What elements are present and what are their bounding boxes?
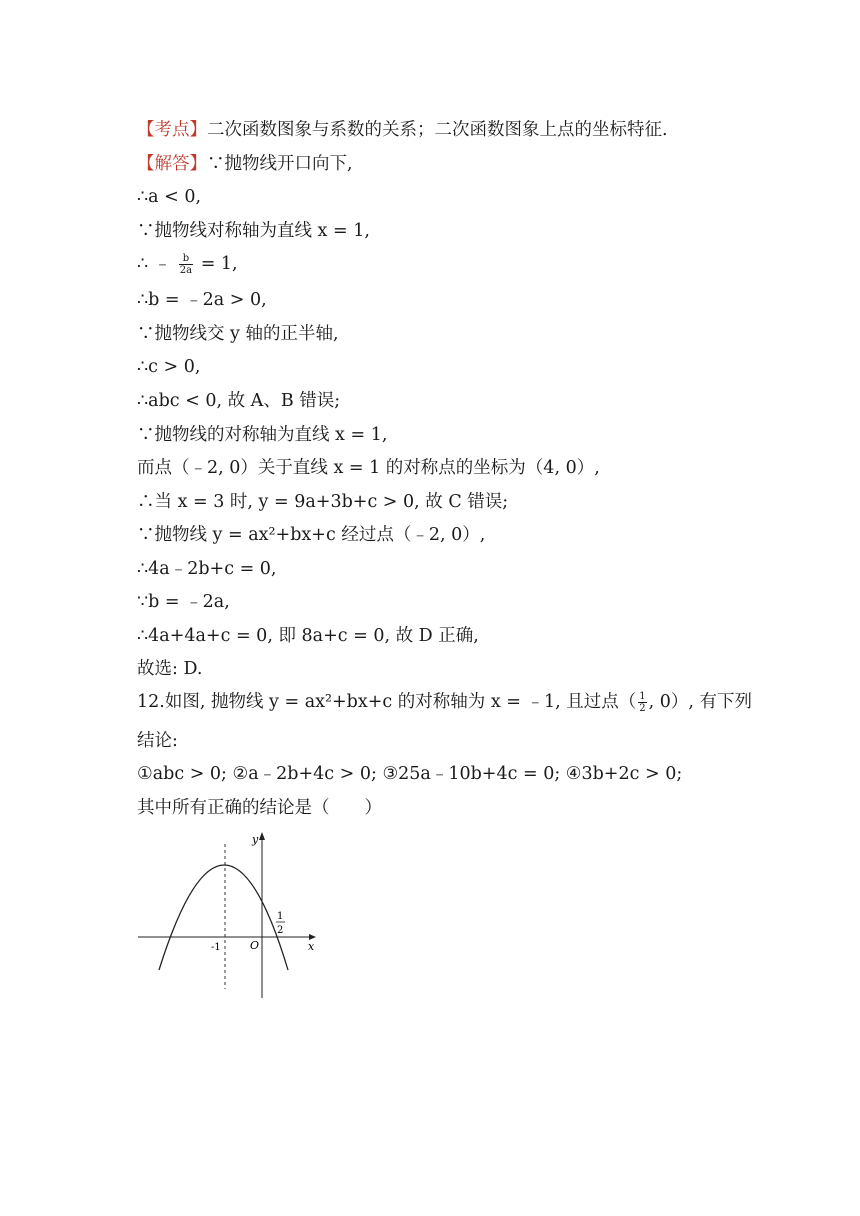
question-conclusions: ①abc > 0; ②a﹣2b+4c > 0; ③25a﹣10b+4c = 0; ④3b+2c > 0; — [137, 764, 683, 784]
solution-line: ∵抛物线对称轴为直线 x = 1, — [137, 221, 370, 241]
kaodian-line — [137, 118, 668, 142]
x-axis-label: x — [308, 940, 315, 953]
kaodian-tag: 【考点】 — [137, 120, 207, 140]
solution-line: ∴4a﹣2b+c = 0, — [137, 559, 277, 579]
solution-line: 故选: D. — [137, 659, 203, 679]
fraction-prefix: ∴ ﹣ — [137, 254, 172, 274]
solution-line: ∴4a+4a+c = 0, 即 8a+c = 0, 故 D 正确, — [137, 626, 479, 646]
origin-label: O — [250, 939, 260, 952]
fraction-suffix: = 1, — [200, 254, 238, 274]
question-prompt: 其中所有正确的结论是（ ） — [137, 798, 382, 818]
question-line — [137, 690, 752, 714]
question-fraction-numerator: 1 — [639, 691, 646, 702]
question-prefix: 12.如图, 抛物线 y = ax²+bx+c 的对称轴为 x = ﹣1, 且过点（ — [137, 692, 637, 712]
kaodian-text: 二次函数图象与系数的关系；二次函数图象上点的坐标特征. — [207, 120, 668, 140]
question-suffix: , 0）, 有下列 — [648, 692, 753, 712]
minus-one-label: -1 — [211, 942, 221, 953]
question-fraction-denominator: 2 — [639, 703, 646, 714]
solution-line: ∴b = ﹣2a > 0, — [137, 290, 267, 310]
solution-line: ∵抛物线 y = ax²+bx+c 经过点（﹣2, 0）, — [137, 525, 486, 545]
parabola-curve — [159, 865, 288, 970]
solution-line: ∴当 x = 3 时, y = 9a+3b+c > 0, 故 C 错误; — [137, 492, 509, 512]
half-numerator: 1 — [277, 911, 284, 922]
parabola-graph — [134, 826, 324, 1002]
solution-line: ∴abc < 0, 故 A、B 错误; — [137, 391, 341, 411]
jieda-tag: 【解答】 — [137, 154, 207, 174]
solution-line: ∵b = ﹣2a, — [137, 592, 230, 612]
solution-line: 而点（﹣2, 0）关于直线 x = 1 的对称点的坐标为（4, 0）, — [137, 458, 600, 478]
fraction-numerator: b — [179, 253, 193, 265]
y-axis-arrow-icon — [259, 832, 265, 840]
question-line: 结论: — [137, 731, 178, 751]
solution-line: ∵抛物线的对称轴为直线 x = 1, — [137, 425, 388, 445]
question-fraction — [638, 691, 646, 714]
solution-line: ∵抛物线交 y 轴的正半轴, — [137, 324, 339, 344]
fraction — [179, 253, 193, 276]
jieda-line — [137, 152, 353, 176]
solution-line: ∴a < 0, — [137, 187, 202, 207]
fraction-line — [137, 252, 238, 276]
half-denominator: 2 — [277, 925, 284, 936]
fraction-denominator: 2a — [179, 265, 193, 276]
solution-line: ∴c > 0, — [137, 357, 201, 377]
jieda-text: ∵抛物线开口向下, — [207, 154, 353, 174]
y-axis-label: y — [252, 833, 259, 846]
